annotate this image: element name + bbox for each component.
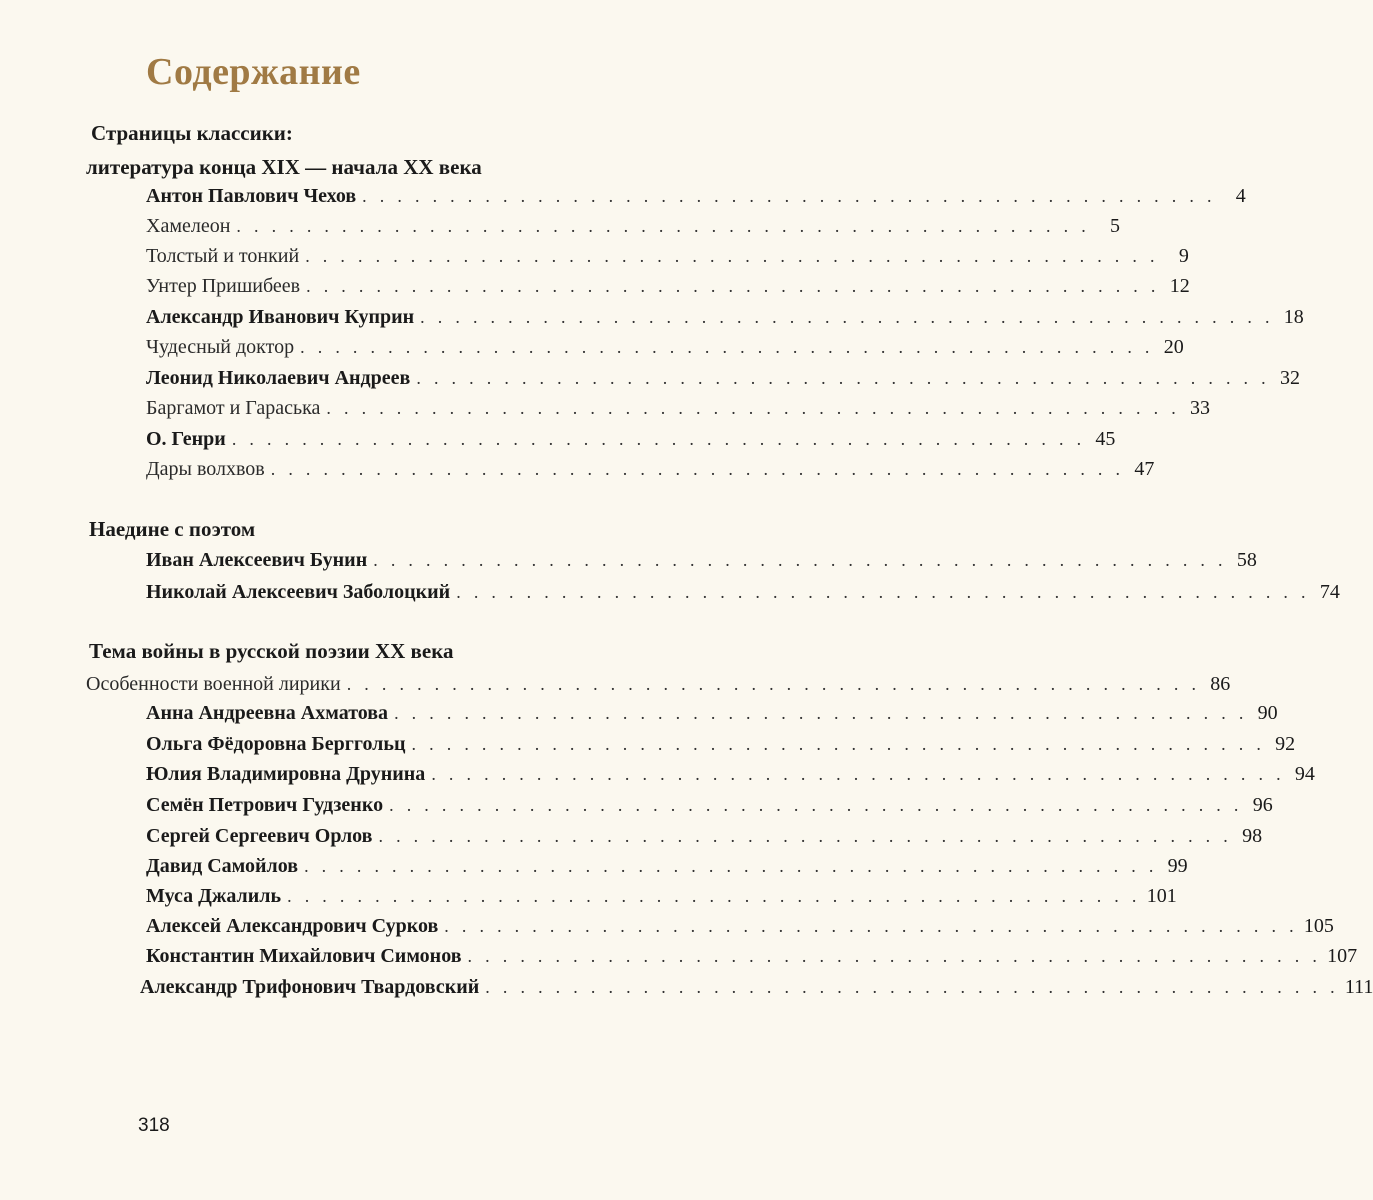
toc-entry[interactable] <box>146 825 1263 847</box>
toc-entry[interactable] <box>146 915 1334 937</box>
dot-leader: . . . . . . . . . . . . . . . . . . . . . . . . . . . . . . . . . . . . . . . . . . . . . . . . . <box>306 276 1160 296</box>
dot-leader: . . . . . . . . . . . . . . . . . . . . . . . . . . . . . . . . . . . . . . . . . . . . . . . . . <box>346 674 1201 694</box>
toc-entry[interactable] <box>146 275 1190 297</box>
entry-page: 12 <box>1169 275 1190 297</box>
entry-label: Константин Михайлович Симонов <box>146 945 462 967</box>
entry-page: 32 <box>1279 367 1300 389</box>
toc-entry[interactable] <box>146 702 1278 724</box>
entry-page: 20 <box>1163 336 1184 358</box>
dot-leader: . . . . . . . . . . . . . . . . . . . . . . . . . . . . . . . . . . . . . . . . . . . . . . . . . <box>394 703 1248 723</box>
entry-label: Муса Джалиль <box>146 885 282 907</box>
toc-entry[interactable] <box>146 185 1246 207</box>
entry-page: 98 <box>1242 825 1263 847</box>
dot-leader: . . . . . . . . . . . . . . . . . . . . . . . . . . . . . . . . . . . . . . . . . . . . . . . . . <box>231 429 1086 449</box>
entry-page: 107 <box>1327 945 1358 967</box>
entry-label: Юлия Владимировна Друнина <box>146 763 426 785</box>
entry-label: Семён Петрович Гудзенко <box>146 794 384 816</box>
toc-entry[interactable] <box>146 367 1300 389</box>
entry-page: 33 <box>1190 397 1210 419</box>
entry-label: О. Генри <box>146 428 226 450</box>
dot-leader: . . . . . . . . . . . . . . . . . . . . . . . . . . . . . . . . . . . . . . . . . . . . . . . . . <box>326 398 1180 418</box>
toc-entry[interactable] <box>146 794 1273 816</box>
entry-label: Алексей Александрович Сурков <box>146 915 439 937</box>
entry-label: Давид Самойлов <box>146 855 299 877</box>
toc-entry[interactable] <box>146 945 1358 967</box>
entry-label: Леонид Николаевич Андреев <box>146 367 411 389</box>
dot-leader: . . . . . . . . . . . . . . . . . . . . . . . . . . . . . . . . . . . . . . . . . . . . . . . . . <box>485 977 1339 997</box>
toc-entry[interactable] <box>146 397 1210 419</box>
dot-leader: . . . . . . . . . . . . . . . . . . . . . . . . . . . . . . . . . . . . . . . . . . . . . . . . . <box>420 307 1274 327</box>
entry-page: 58 <box>1236 549 1257 571</box>
toc-entry[interactable] <box>146 245 1189 267</box>
entry-page: 90 <box>1257 702 1278 724</box>
toc-entry[interactable] <box>146 458 1155 480</box>
entry-page: 92 <box>1275 733 1296 755</box>
entry-page: 111 <box>1344 976 1373 998</box>
toc-entry[interactable] <box>146 885 1177 907</box>
toc-entry[interactable] <box>146 733 1296 755</box>
toc-entry[interactable] <box>146 336 1184 358</box>
dot-leader: . . . . . . . . . . . . . . . . . . . . . . . . . . . . . . . . . . . . . . . . . . . . . . . . . <box>431 764 1285 784</box>
entry-label: Ольга Фёдоровна Берггольц <box>146 733 406 755</box>
entry-label: Особенности военной лирики <box>86 673 341 695</box>
toc-subtitle-entry[interactable] <box>86 673 1231 695</box>
toc-entry[interactable] <box>146 215 1121 237</box>
dot-leader: . . . . . . . . . . . . . . . . . . . . . . . . . . . . . . . . . . . . . . . . . . . . . . . . . <box>444 916 1298 936</box>
toc-entry[interactable] <box>146 428 1116 450</box>
entry-label: Николай Алексеевич Заболоцкий <box>146 581 451 603</box>
section-1-title-line-2: литература конца XIX — начала XX века <box>86 155 482 179</box>
toc-entry[interactable] <box>146 306 1304 328</box>
dot-leader: . . . . . . . . . . . . . . . . . . . . . . . . . . . . . . . . . . . . . . . . . . . . . . . . . <box>416 368 1270 388</box>
entry-page: 94 <box>1294 763 1315 785</box>
entry-label: Сергей Сергеевич Орлов <box>146 825 373 847</box>
entry-page: 86 <box>1210 673 1231 695</box>
entry-page: 99 <box>1167 855 1188 877</box>
entry-label: Антон Павлович Чехов <box>146 185 357 207</box>
entry-page: 9 <box>1178 245 1189 267</box>
toc-entry[interactable] <box>140 976 1373 998</box>
dot-leader: . . . . . . . . . . . . . . . . . . . . . . . . . . . . . . . . . . . . . . . . . . . . . . . . . <box>270 459 1125 479</box>
toc-entry[interactable] <box>146 763 1315 785</box>
dot-leader: . . . . . . . . . . . . . . . . . . . . . . . . . . . . . . . . . . . . . . . . . . . . . . . . . <box>236 216 1091 236</box>
toc-entry[interactable] <box>146 581 1340 603</box>
entry-label: Унтер Пришибеев <box>146 275 301 297</box>
entry-page: 105 <box>1303 915 1334 937</box>
dot-leader: . . . . . . . . . . . . . . . . . . . . . . . . . . . . . . . . . . . . . . . . . . . . . . . . . <box>373 550 1227 570</box>
section-2-title: Наедине с поэтом <box>89 517 256 541</box>
entry-label: Дары волхвов <box>146 458 265 480</box>
entry-label: Александр Иванович Куприн <box>146 306 415 328</box>
entry-label: Баргамот и Гараська <box>146 397 321 419</box>
dot-leader: . . . . . . . . . . . . . . . . . . . . . . . . . . . . . . . . . . . . . . . . . . . . . . . . . <box>305 246 1159 266</box>
entry-page: 18 <box>1283 306 1304 328</box>
dot-leader: . . . . . . . . . . . . . . . . . . . . . . . . . . . . . . . . . . . . . . . . . . . . . . . . . <box>378 826 1233 846</box>
dot-leader: . . . . . . . . . . . . . . . . . . . . . . . . . . . . . . . . . . . . . . . . . . . . . . . . . <box>304 856 1158 876</box>
dot-leader: . . . . . . . . . . . . . . . . . . . . . . . . . . . . . . . . . . . . . . . . . . . . . . . . . <box>389 795 1243 815</box>
entry-page: 5 <box>1110 215 1121 237</box>
page-title: Содержание <box>146 51 361 93</box>
dot-leader: . . . . . . . . . . . . . . . . . . . . . . . . . . . . . . . . . . . . . . . . . . . . . . . . . <box>456 582 1310 602</box>
section-1-title-line-1: Страницы классики: <box>91 121 293 145</box>
entry-label: Иван Алексеевич Бунин <box>146 549 368 571</box>
entry-label: Хамелеон <box>146 215 231 237</box>
page-number: 318 <box>138 1115 170 1136</box>
toc-entry[interactable] <box>146 549 1257 571</box>
entry-label: Анна Андреевна Ахматова <box>146 702 389 724</box>
entry-page: 47 <box>1134 458 1155 480</box>
entry-label: Толстый и тонкий <box>146 245 300 267</box>
dot-leader: . . . . . . . . . . . . . . . . . . . . . . . . . . . . . . . . . . . . . . . . . . . . . . . . . <box>467 946 1322 966</box>
entry-page: 45 <box>1095 428 1116 450</box>
entry-page: 96 <box>1252 794 1273 816</box>
entry-page: 101 <box>1146 885 1177 907</box>
dot-leader: . . . . . . . . . . . . . . . . . . . . . . . . . . . . . . . . . . . . . . . . . . . . . . . . . <box>411 734 1266 754</box>
entry-page: 74 <box>1319 581 1340 603</box>
entry-label: Александр Трифонович Твардовский <box>140 976 480 998</box>
toc-entry[interactable] <box>146 855 1188 877</box>
section-3-title: Тема войны в русской поэзии XX века <box>89 639 454 663</box>
entry-page: 4 <box>1235 185 1246 207</box>
entry-label: Чудесный доктор <box>146 336 295 358</box>
dot-leader: . . . . . . . . . . . . . . . . . . . . . . . . . . . . . . . . . . . . . . . . . . . . . . . . . <box>362 186 1216 206</box>
dot-leader: . . . . . . . . . . . . . . . . . . . . . . . . . . . . . . . . . . . . . . . . . . . . . . . . . <box>287 886 1141 906</box>
dot-leader: . . . . . . . . . . . . . . . . . . . . . . . . . . . . . . . . . . . . . . . . . . . . . . . . . <box>300 337 1154 357</box>
